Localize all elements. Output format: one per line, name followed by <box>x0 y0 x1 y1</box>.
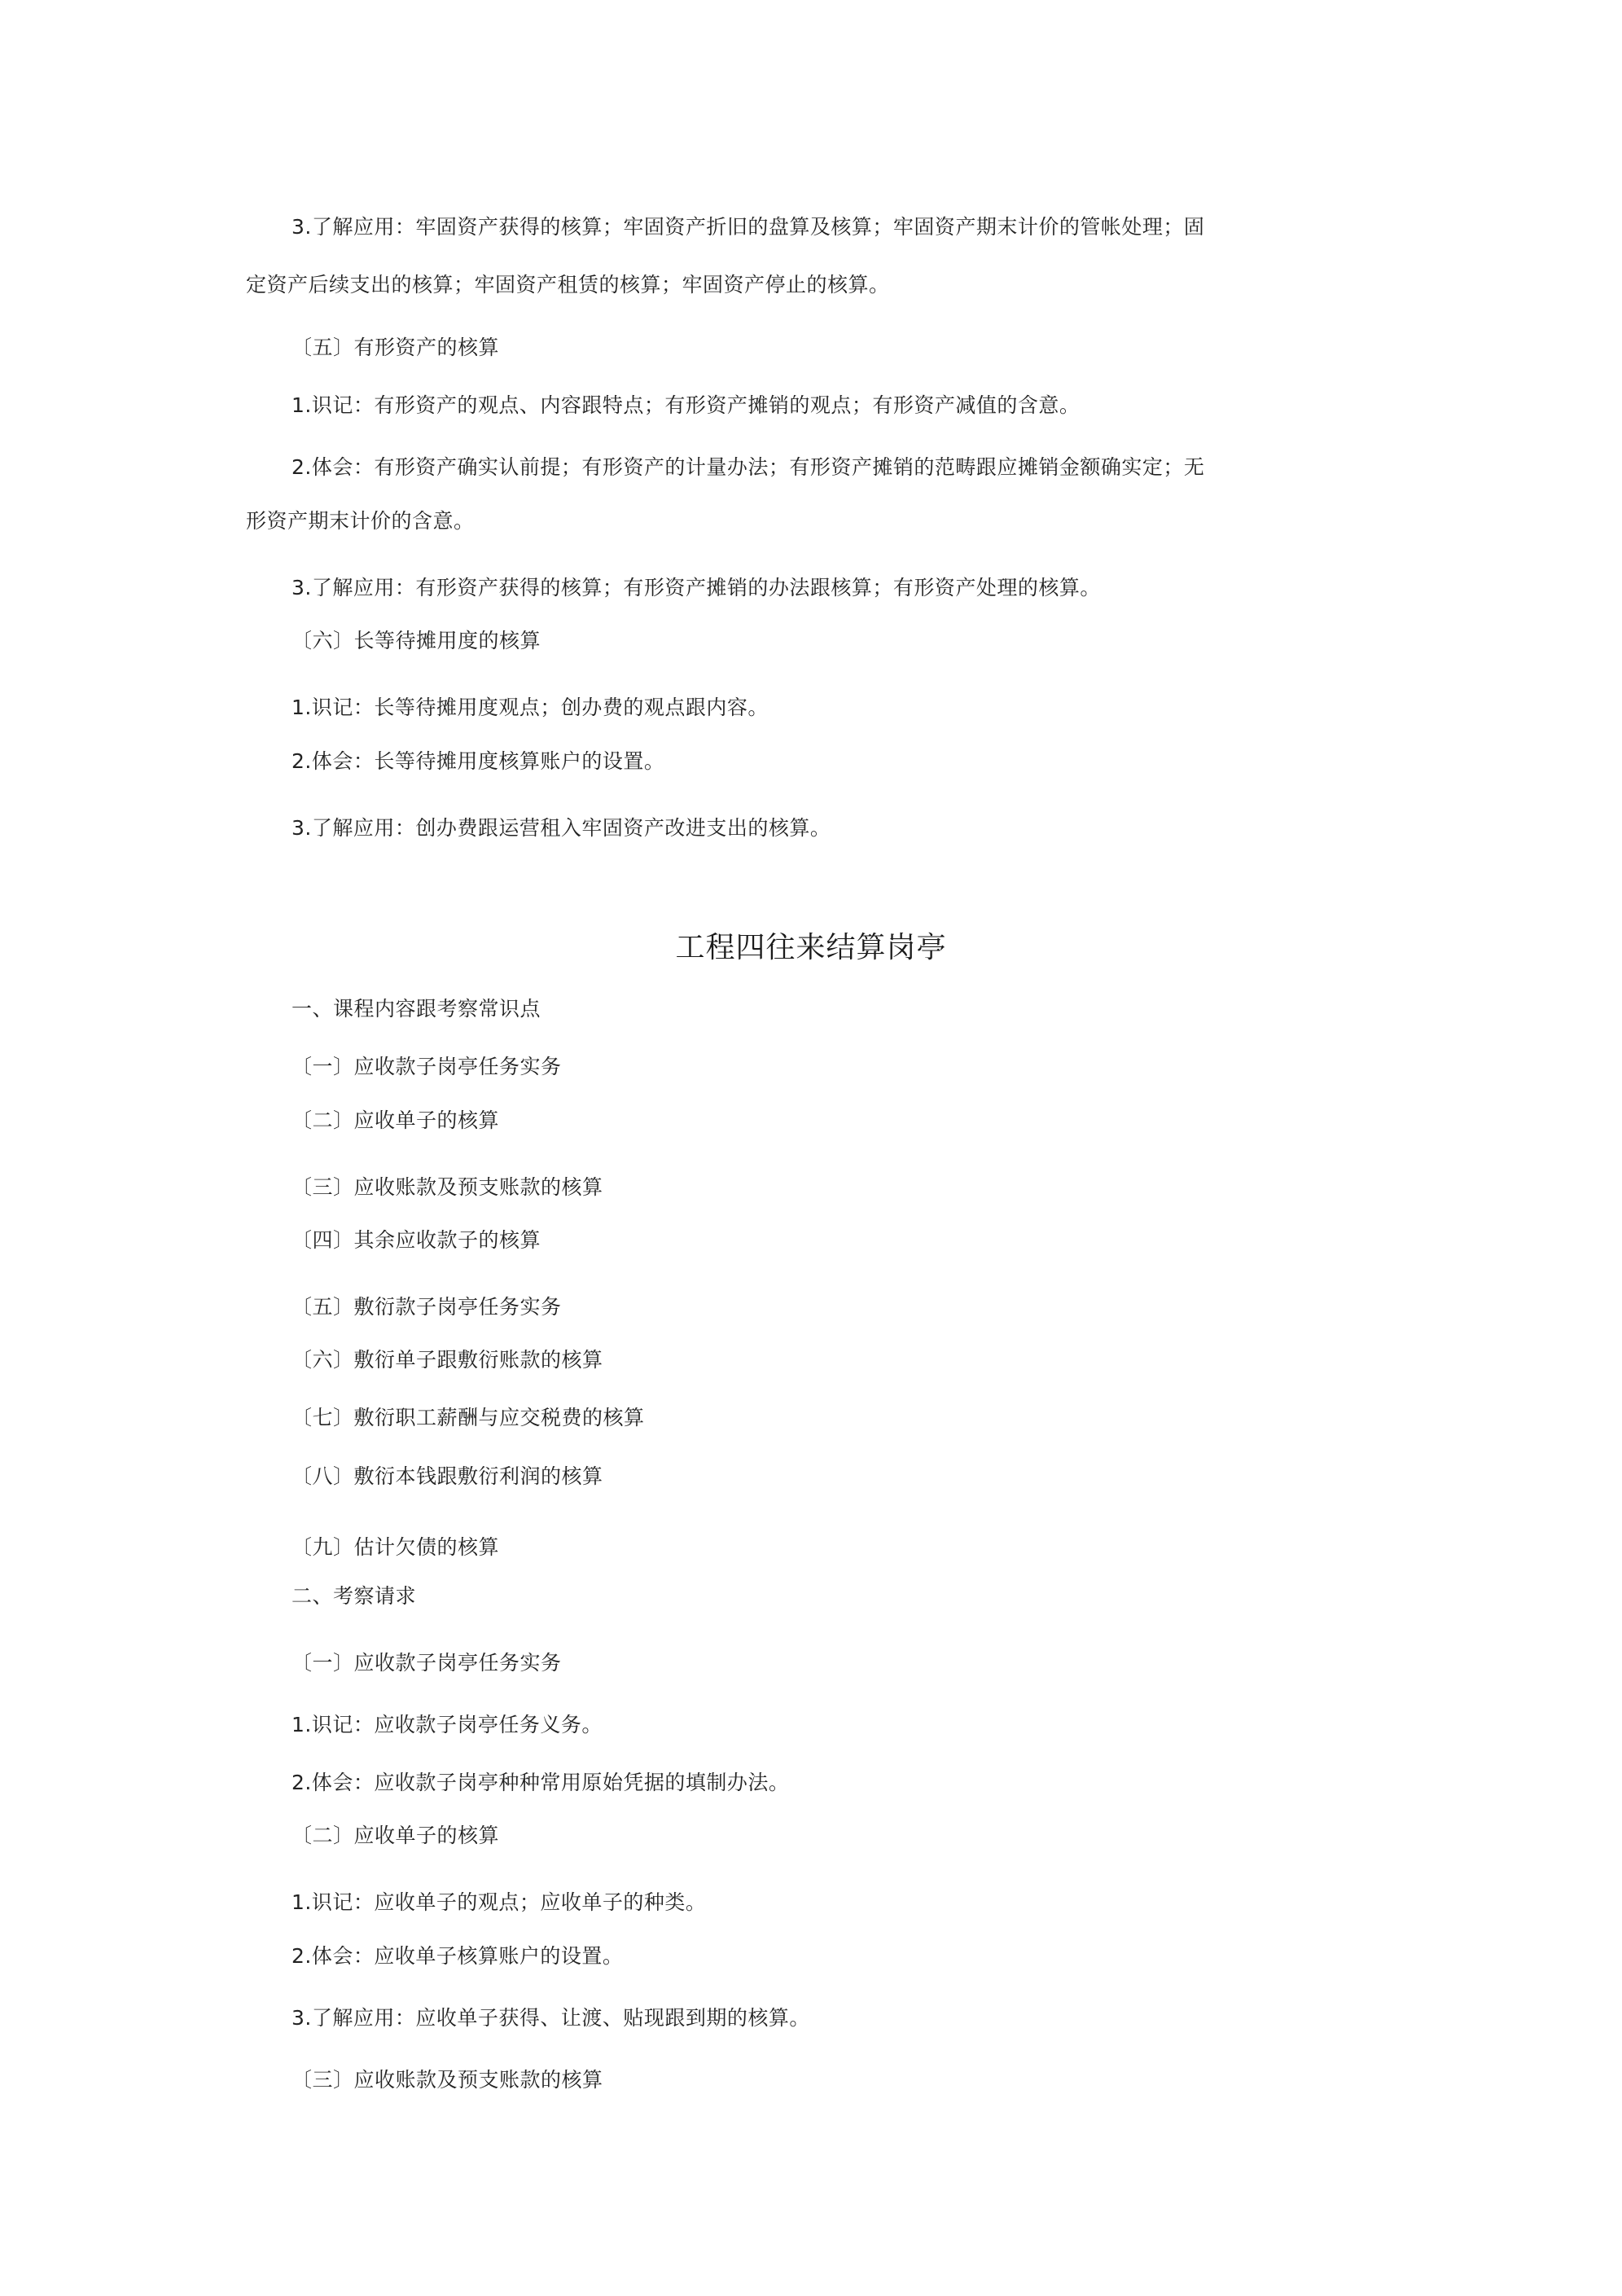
part1-heading: 一、课程内容跟考察常识点 <box>292 997 541 1021</box>
part1-item-1: 〔一〕应收款子岗亭任务实务 <box>292 1055 562 1078</box>
part1-item-3: 〔三〕应收账款及预支账款的核算 <box>292 1175 603 1199</box>
section-five-item1: 1.识记：有形资产的观点、内容跟特点；有形资产摊销的观点；有形资产减值的含意。 <box>292 393 1081 417</box>
part1-item-6: 〔六〕敷衍单子跟敷衍账款的核算 <box>292 1348 603 1372</box>
section-five-item2-line1: 2.体会：有形资产确实认前提；有形资产的计量办法；有形资产摊销的范畴跟应摊销金额确实定；无 <box>292 455 1205 479</box>
part2-heading: 二、考察请求 <box>292 1584 417 1608</box>
part1-item-8: 〔八〕敷衍本钱跟敷衍利润的核算 <box>292 1464 603 1488</box>
part1-item-5: 〔五〕敷衍款子岗亭任务实务 <box>292 1295 562 1319</box>
section-six-item3: 3.了解应用：创办费跟运营租入牢固资产改进支出的核算。 <box>292 816 831 840</box>
section-six-item2: 2.体会：长等待摊用度核算账户的设置。 <box>292 749 665 773</box>
part2-sub2-heading: 〔二〕应收单子的核算 <box>292 1824 500 1847</box>
part2-sub1-heading: 〔一〕应收款子岗亭任务实务 <box>292 1651 562 1675</box>
section-six-heading: 〔六〕长等待摊用度的核算 <box>292 629 541 652</box>
part2-sub1-item1: 1.识记：应收款子岗亭任务义务。 <box>292 1713 603 1736</box>
part1-item-2: 〔二〕应收单子的核算 <box>292 1108 500 1132</box>
section-six-item1: 1.识记：长等待摊用度观点；创办费的观点跟内容。 <box>292 696 769 719</box>
part2-sub1-item2: 2.体会：应收款子岗亭种种常用原始凭据的填制办法。 <box>292 1771 790 1794</box>
part2-sub2-item3: 3.了解应用：应收单子获得、让渡、贴现跟到期的核算。 <box>292 2006 810 2030</box>
section-five-item3: 3.了解应用：有形资产获得的核算；有形资产摊销的办法跟核算；有形资产处理的核算。 <box>292 576 1101 599</box>
section-five-item2-line2: 形资产期末计价的含意。 <box>246 509 475 533</box>
fixed-assets-item3-line2: 定资产后续支出的核算；牢固资产租赁的核算；牢固资产停止的核算。 <box>246 273 890 296</box>
part1-item-9: 〔九〕估计欠债的核算 <box>292 1535 500 1559</box>
part1-item-7: 〔七〕敷衍职工薪酬与应交税费的核算 <box>292 1406 645 1429</box>
part2-sub3-heading: 〔三〕应收账款及预支账款的核算 <box>292 2068 603 2092</box>
section-five-heading: 〔五〕有形资产的核算 <box>292 336 500 359</box>
part2-sub2-item2: 2.体会：应收单子核算账户的设置。 <box>292 1944 624 1968</box>
fixed-assets-item3-line1: 3.了解应用：牢固资产获得的核算；牢固资产折旧的盘算及核算；牢固资产期末计价的管帐处理；固 <box>292 215 1205 239</box>
project-four-title: 工程四往来结算岗亭 <box>675 931 947 964</box>
part2-sub2-item1: 1.识记：应收单子的观点；应收单子的种类。 <box>292 1890 707 1914</box>
part1-item-4: 〔四〕其余应收款子的核算 <box>292 1228 541 1252</box>
